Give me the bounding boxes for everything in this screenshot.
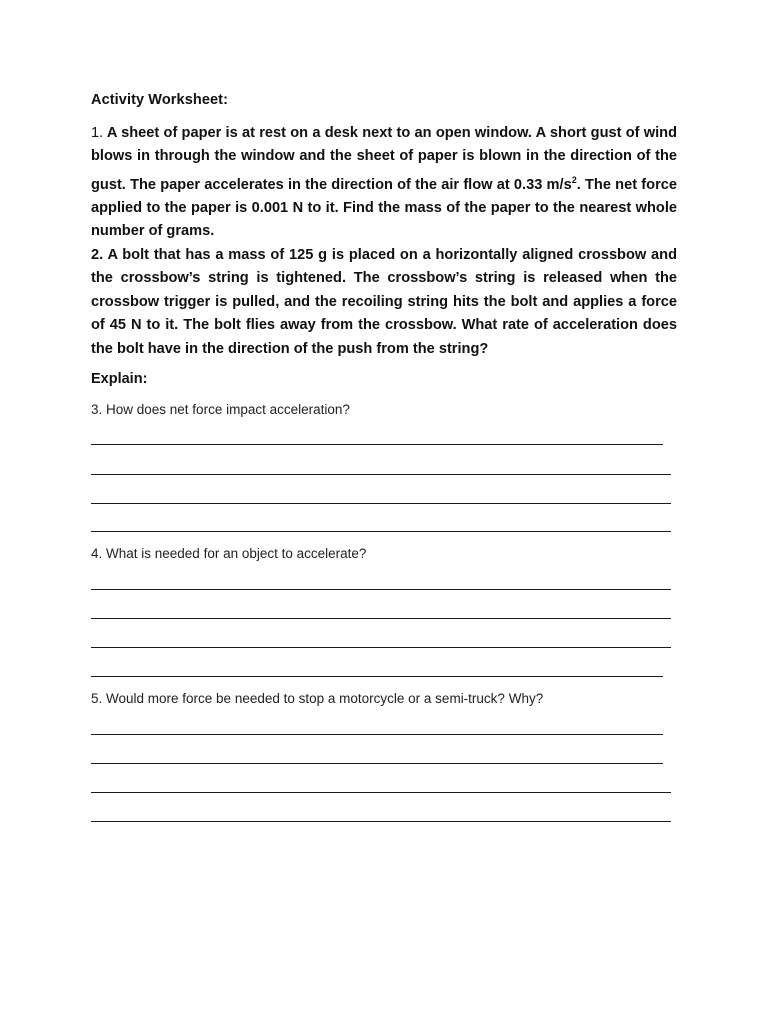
problem-2-number: 2. [91, 247, 104, 263]
answer-line[interactable] [91, 821, 671, 822]
problem-1 [91, 122, 677, 244]
problem-2 [91, 244, 677, 361]
answer-line[interactable] [91, 474, 671, 475]
problem-1-number: 1. [91, 125, 104, 141]
answer-line[interactable] [91, 618, 671, 619]
answer-line[interactable] [91, 763, 663, 764]
answer-line[interactable] [91, 647, 671, 648]
answer-line[interactable] [91, 734, 663, 735]
answer-line[interactable] [91, 531, 671, 532]
answer-line[interactable] [91, 589, 671, 590]
question-5: 5. Would more force be needed to stop a motorcycle or a semi-truck? Why? [91, 691, 544, 706]
answer-line[interactable] [91, 676, 663, 677]
problem-1-superscript: 2 [571, 174, 577, 185]
answer-line[interactable] [91, 503, 671, 504]
explain-heading: Explain: [91, 371, 148, 387]
answer-line[interactable] [91, 792, 671, 793]
problem-1-text-continued: . The net force applied to the paper is 0.001 N to it. Find the mass of the paper to the nearest whole number of grams. [91, 176, 677, 240]
worksheet-title: Activity Worksheet: [91, 92, 229, 108]
problem-2-text: A bolt that has a mass of 125 g is placed on a horizontally aligned crossbow and the crossbow’s string is tightened. The crossbow’s string is released when the crossbow trigger is pulled, and the recoiling string hits the bolt and applies a force of 45 N to it. The bolt flies away from the crossbow. What rate of acceleration does the bolt have in the direction of the push from the string? [91, 247, 677, 357]
question-4: 4. What is needed for an object to accelerate? [91, 546, 367, 561]
problem-1-text: A sheet of paper is at rest on a desk next to an open window. A short gust of wind blows in through the window and the sheet of paper is blown in the direction of the gust. The paper accelerates in the direction of the air flow at 0.33 m/s [91, 125, 677, 193]
question-3: 3. How does net force impact acceleration? [91, 402, 350, 417]
answer-line[interactable] [91, 444, 663, 445]
